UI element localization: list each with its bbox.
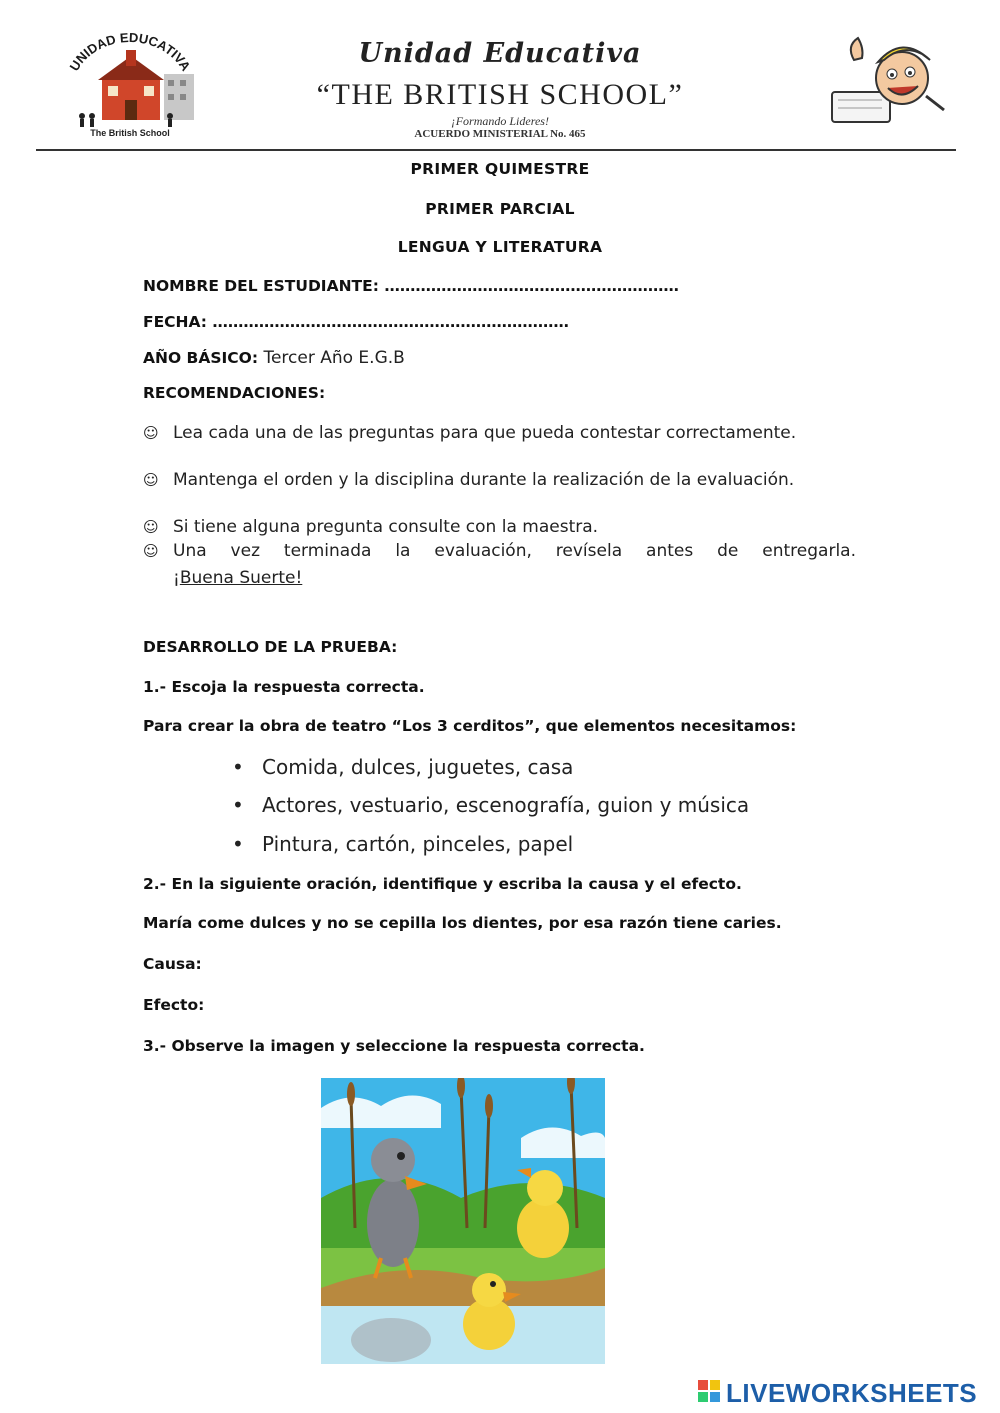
effect-label: Efecto: bbox=[143, 996, 205, 1014]
answer-option[interactable] bbox=[232, 793, 749, 817]
question-2: 2.- En la siguiente oración, identifique y escriba la causa y el efecto. bbox=[143, 875, 742, 893]
cause-label: Causa: bbox=[143, 955, 202, 973]
student-name-field[interactable] bbox=[143, 277, 679, 295]
answer-option-text: Pintura, cartón, pinceles, papel bbox=[262, 832, 574, 856]
header-subtitle: Unidad Educativa bbox=[358, 38, 642, 69]
bullet-icon: • bbox=[232, 793, 244, 817]
student-name-label: NOMBRE DEL ESTUDIANTE: bbox=[143, 277, 379, 295]
ministerial-agreement: ACUERDO MINISTERIAL No. 465 bbox=[414, 128, 586, 140]
school-motto: ¡Formando Lideres! bbox=[451, 114, 549, 128]
recommendations-label: RECOMENDACIONES: bbox=[143, 384, 326, 402]
header-divider bbox=[36, 149, 956, 151]
answer-option-text: Comida, dulces, juguetes, casa bbox=[262, 755, 574, 779]
recommendation-item bbox=[143, 469, 856, 492]
liveworksheets-brand-text: LIVEWORKSHEETS bbox=[726, 1378, 978, 1408]
question-1: 1.- Escoja la respuesta correcta. bbox=[143, 678, 425, 696]
good-luck-text: Buena Suerte! bbox=[179, 568, 303, 588]
date-label: FECHA: bbox=[143, 313, 208, 331]
good-luck-line bbox=[143, 567, 856, 590]
question-2-sentence: María come dulces y no se cepilla los dientes, por esa razón tiene caries. bbox=[143, 914, 782, 932]
answer-option[interactable] bbox=[232, 832, 573, 856]
bullet-icon: • bbox=[232, 755, 244, 779]
liveworksheets-icon bbox=[698, 1380, 722, 1406]
grade-line bbox=[143, 348, 405, 368]
partial-title: PRIMER PARCIAL bbox=[425, 200, 575, 218]
question-3: 3.- Observe la imagen y seleccione la respuesta correcta. bbox=[143, 1037, 645, 1055]
grade-label: AÑO BÁSICO: bbox=[143, 349, 259, 367]
recommendation-text: Si tiene alguna pregunta consulte con la maestra. bbox=[173, 517, 599, 537]
smiley-icon: ☺ bbox=[143, 518, 159, 536]
student-name-blank[interactable]: ………………………………………………… bbox=[384, 277, 679, 295]
recommendation-text: Una vez terminada la evaluación, revísela antes de entregarla. bbox=[173, 541, 856, 561]
recommendation-text: Lea cada una de las preguntas para que pueda contestar correctamente. bbox=[173, 423, 797, 443]
recommendation-text: Mantenga el orden y la disciplina durante la realización de la evaluación. bbox=[173, 470, 795, 490]
smiley-icon: ☺ bbox=[143, 471, 159, 489]
recommendation-item bbox=[143, 422, 856, 445]
recommendation-item bbox=[143, 540, 856, 563]
logo-arc-text: UNIDAD EDUCATIVA bbox=[66, 30, 194, 74]
subject-title: LENGUA Y LITERATURA bbox=[397, 238, 603, 256]
liveworksheets-logo[interactable] bbox=[698, 1378, 998, 1408]
term-title: PRIMER QUIMESTRE bbox=[410, 160, 590, 178]
answer-option[interactable] bbox=[232, 755, 573, 779]
date-field[interactable] bbox=[143, 313, 569, 331]
good-luck-prefix: ¡ bbox=[173, 568, 180, 588]
grade-value: Tercer Año E.G.B bbox=[263, 348, 405, 368]
date-blank[interactable]: …………………………………………………………… bbox=[212, 313, 569, 331]
smiley-icon: ☺ bbox=[143, 424, 159, 442]
question-1-prompt: Para crear la obra de teatro “Los 3 cerditos”, que elementos necesitamos: bbox=[143, 717, 797, 735]
bullet-icon: • bbox=[232, 832, 244, 856]
student-mascot-image bbox=[826, 30, 954, 130]
exam-heading: DESARROLLO DE LA PRUEBA: bbox=[143, 638, 398, 656]
smiley-icon: ☺ bbox=[143, 542, 159, 560]
recommendation-item bbox=[143, 516, 856, 539]
ugly-duckling-illustration bbox=[321, 1078, 605, 1364]
school-name: “THE BRITISH SCHOOL” bbox=[316, 78, 684, 111]
school-logo bbox=[62, 30, 198, 142]
answer-option-text: Actores, vestuario, escenografía, guion y música bbox=[262, 793, 750, 817]
logo-caption: The British School bbox=[90, 128, 170, 138]
